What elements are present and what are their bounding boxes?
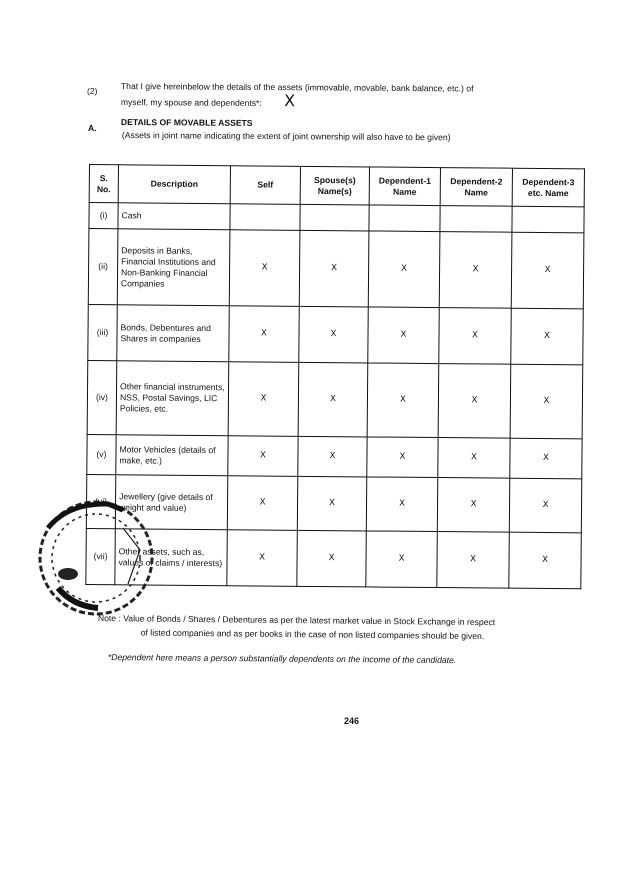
stamp-emblem	[58, 568, 78, 580]
mark-dependent-1: X	[367, 363, 439, 438]
header-self: Self	[230, 166, 300, 205]
table-row	[87, 434, 582, 478]
mark-dependent-1: X	[367, 437, 438, 478]
mark-spouse: X	[299, 230, 369, 307]
cross-mark: X	[284, 91, 296, 111]
header-sno: S. No.	[89, 165, 118, 203]
row-description: Deposits in Banks, Financial Institutions and Non-Banking Financial Companies	[117, 229, 230, 306]
mark-dependent-1: X	[366, 531, 437, 588]
mark-dependent-3	[512, 206, 584, 233]
mark-self: X	[229, 306, 299, 363]
header-dependent-1: Dependent-1 Name	[369, 167, 440, 206]
mark-spouse: X	[298, 436, 367, 477]
table-row	[87, 360, 583, 438]
item-number: (2)	[87, 86, 98, 96]
mark-spouse: X	[298, 362, 368, 437]
mark-dependent-2: X	[437, 532, 509, 589]
mark-spouse: X	[299, 306, 368, 363]
mark-dependent-1	[369, 205, 440, 232]
stamp-inner-ring	[52, 514, 140, 602]
row-description: Other financial instruments, NSS, Postal Savings, LIC Policies, etc.	[116, 361, 229, 436]
header-description: Description	[118, 165, 230, 204]
page-number: 246	[344, 716, 360, 726]
row-description: Motor Vehicles (details of make, etc.)	[116, 435, 228, 476]
dependent-definition: *Dependent here means a person substantially dependents on the income of the candidate.	[107, 651, 457, 666]
mark-self: X	[229, 230, 300, 307]
section-title: DETAILS OF MOVABLE ASSETS	[120, 116, 253, 128]
header-dependent-3: Dependent-3 etc. Name	[512, 168, 584, 207]
intro-paragraph	[121, 79, 591, 112]
row-sno: (vi)	[86, 474, 115, 528]
section-letter: A.	[88, 123, 97, 133]
mark-self: X	[228, 436, 298, 477]
mark-dependent-3: X	[509, 532, 581, 589]
mark-dependent-3: X	[510, 364, 583, 439]
mark-dependent-2: X	[438, 438, 510, 479]
row-description: Bonds, Debentures and Shares in companies	[117, 305, 229, 362]
mark-dependent-1: X	[368, 231, 440, 308]
row-sno: (i)	[89, 203, 118, 229]
row-sno: (vii)	[86, 528, 115, 584]
mark-self: X	[228, 362, 299, 437]
mark-dependent-3: X	[509, 478, 581, 533]
mark-spouse: X	[297, 476, 366, 531]
mark-dependent-2: X	[439, 308, 511, 365]
mark-self: X	[227, 476, 297, 531]
note-line-1: Note : Value of Bonds / Shares / Debentures as per the latest market value in Stock Exchange in respect	[97, 612, 496, 628]
header-dependent-2: Dependent-2 Name	[440, 168, 512, 207]
mark-dependent-3: X	[510, 438, 582, 479]
mark-self: X	[227, 530, 297, 587]
mark-dependent-2: X	[439, 232, 512, 309]
intro-line-2	[121, 93, 591, 112]
header-spouse: Spouse(s) Name(s)	[300, 166, 369, 205]
row-sno: (v)	[87, 434, 116, 474]
row-description: Other assets, such as, values of claims / interests)	[115, 529, 227, 586]
row-description: Jewellery (give details of weight and value)	[115, 475, 227, 530]
row-sno: (ii)	[88, 229, 118, 305]
note-line-2: of listed companies and as per books in the case of non listed companies should be given.	[140, 627, 485, 642]
intro-line-2-text: myself, my spouse and dependents*:	[120, 96, 262, 108]
row-sno: (iv)	[87, 360, 117, 434]
mark-dependent-2: X	[438, 364, 511, 439]
mark-self	[230, 204, 300, 231]
mark-spouse: X	[297, 530, 366, 587]
section-subtitle: (Assets in joint name indicating the extent of joint ownership will also have to be given)	[121, 129, 451, 143]
mark-dependent-2: X	[437, 478, 509, 533]
table-row	[88, 304, 583, 364]
intro-line-1: That I give hereinbelow the details of the assets (immovable, movable, bank balance, etc.) of	[120, 80, 474, 94]
row-description: Cash	[118, 203, 230, 230]
table-header-row	[89, 165, 584, 207]
row-sno: (iii)	[88, 304, 117, 360]
mark-dependent-2	[440, 206, 512, 233]
mark-dependent-3: X	[511, 232, 584, 309]
table-row	[88, 229, 584, 309]
mark-dependent-3: X	[511, 308, 583, 365]
note-block	[98, 611, 618, 644]
mark-dependent-1: X	[368, 307, 439, 364]
stamp-signature-stroke	[123, 528, 140, 584]
mark-spouse	[300, 204, 369, 231]
mark-dependent-1: X	[366, 477, 437, 532]
